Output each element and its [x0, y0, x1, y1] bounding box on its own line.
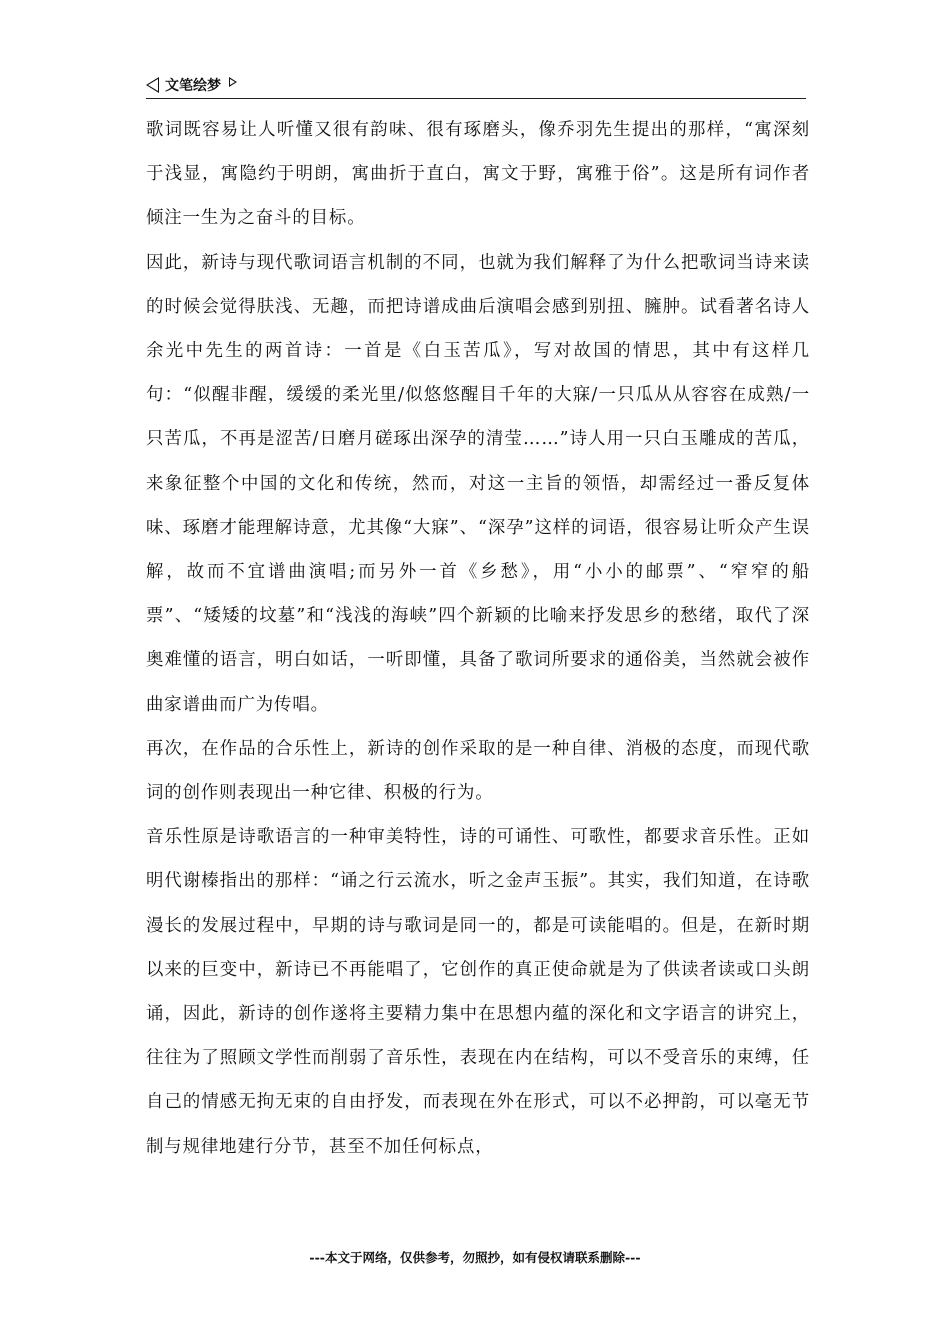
page-header: [146, 74, 237, 96]
paragraph-1: 歌词既容易让人听懂又很有韵味、很有琢磨头，像乔羽先生提出的那样，“寓深刻于浅显，寓隐约于明朗，寓曲折于直白，寓文于野，寓雅于俗”。这是所有词作者倾注一生为之奋斗的目标。: [146, 120, 810, 229]
page-footer: ---本文于网络，仅供参考，勿照抄，如有侵权请联系删除---: [309, 1250, 641, 1265]
document-body: [146, 108, 810, 1169]
header-divider: [146, 98, 806, 99]
paragraph-2: 因此，新诗与现代歌词语言机制的不同，也就为我们解释了为什么把歌词当诗来读的时候会觉得肤浅、无趣，而把诗谱成曲后演唱会感到别扭、臃肿。试看著名诗人余光中先生的两首诗：一首是《白玉苦瓜》，写对故国的情思，其中有这样几句：“似醒非醒，缓缓的柔光里/似悠悠醒目千年的大寐/一只瓜从从容容在成熟/一只苦瓜，不再是涩苦/日磨月磋琢出深孕的清莹……”诗人用一只白玉雕成的苦瓜，来象征整个中国的文化和传统，然而，对这一主旨的领悟，却需经过一番反复体味、琢磨才能理解诗意，尤其像“大寐”、“深孕”这样的词语，很容易让听众产生误解，故而不宜谱曲演唱;而另外一首《乡愁》，用“小小的邮票”、“窄窄的船票”、“矮矮的坟墓”和“浅浅的海峡”四个新颖的比喻来抒发思乡的愁绪，取代了深奥难懂的语言，明白如话，一听即懂，具备了歌词所要求的通俗美，当然就会被作曲家谱曲而广为传唱。: [146, 252, 810, 715]
triangle-left-icon: [146, 77, 159, 93]
triangle-right-icon: [229, 77, 237, 87]
paragraph-3: 再次，在作品的合乐性上，新诗的创作采取的是一种自律、消极的态度，而现代歌词的创作则表现出一种它律、积极的行为。: [146, 738, 810, 804]
header-title: 文笔绘梦: [165, 78, 221, 94]
paragraph-4: 音乐性原是诗歌语言的一种审美特性，诗的可诵性、可歌性，都要求音乐性。正如明代谢榛指出的那样：“诵之行云流水，听之金声玉振”。其实，我们知道，在诗歌漫长的发展过程中，早期的诗与歌词是同一的，都是可读能唱的。但是，在新时期以来的巨变中，新诗已不再能唱了，它创作的真正使命就是为了供读者读或口头朗诵，因此，新诗的创作遂将主要精力集中在思想内蕴的深化和文字语言的讲究上，往往为了照顾文学性而削弱了音乐性，表现在内在结构，可以不受音乐的束缚，任自己的情感无拘无束的自由抒发，而表现在外在形式，可以不必押韵，可以毫无节制与规律地建行分节，甚至不加任何标点，: [146, 827, 810, 1157]
